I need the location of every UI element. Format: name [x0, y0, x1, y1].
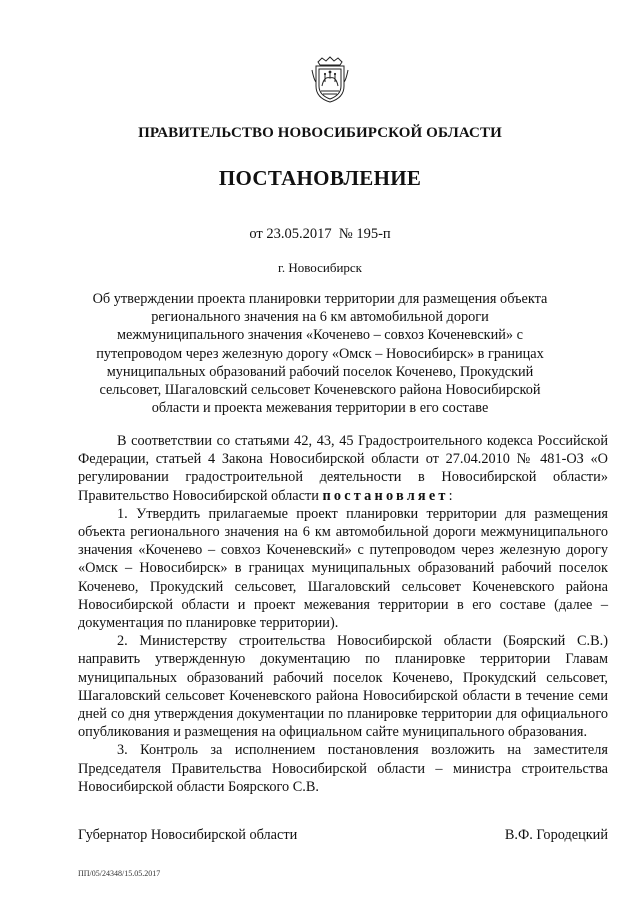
coat-of-arms-icon [310, 56, 350, 104]
signatory-role: Губернатор Новосибирской области [78, 827, 298, 843]
preamble-colon: : [448, 487, 453, 504]
date-number-line [0, 226, 640, 243]
document-date: от 23.05.2017 [249, 226, 332, 242]
document-subject: Об утверждении проекта планировки территории для размещения объекта регионального значения на 6 км автомобильной дороги межмуниципального значения «Коченево – совхоз Коченевский» с путепроводом через железную дорогу «Омск – Новосибирск» в границах муниципальных образований рабочий поселок Коченево, Прокудский сельсовет, Шагаловский сельсовет Коченевского района Новосибирской области и проекта межевания территории в его составе [92, 291, 548, 417]
preamble-text: В соответствии со статьями 42, 43, 45 Градостроительного кодекса Российской Федерации, статьей 4 Закона Новосибирской области от 27.04.2010 № 481-ОЗ «О регулировании градостроительной деятельности в Новосибирской области» Правительство Новосибирской области [78, 433, 608, 504]
item-1-paragraph: 1. Утвердить прилагаемые проект планировки территории для размещения объекта регионального значения на 6 км автомобильной дороги межмуниципального значения «Коченево – совхоз Коченевский» с путепроводом через железную дорогу «Омск – Новосибирск» в границах муниципальных образований рабочий поселок Коченево, Прокудский сельсовет, Шагаловский сельсовет Коченевского района Новосибирской области и проект межевания территории в его составе (далее – документация по планировке территории). [78, 505, 608, 632]
item-3-paragraph: 3. Контроль за исполнением постановления возложить на заместителя Председателя Правительства Новосибирской области – министра строительства Новосибирской области Боярского С.В. [78, 742, 608, 795]
document-code: ПП/05/24348/15.05.2017 [78, 869, 161, 878]
preamble-paragraph [78, 432, 608, 505]
signatory-name: В.Ф. Городецкий [504, 827, 608, 843]
item-2-paragraph: 2. Министерству строительства Новосибирской области (Боярский С.В.) направить утвержденную документацию по планировке территории Главам муниципальных образований рабочий поселок Коченево, Прокудский сельсовет, Шагаловский сельсовет Коченевского района Новосибирской области в течение семи дней со дня утверждения документации по планировке территории для официального опубликования и размещения на официальном сайте муниципального образования. [78, 633, 608, 741]
document-type: ПОСТАНОВЛЕНИЕ [218, 166, 422, 190]
document-body [78, 432, 608, 796]
resolves-word: постановляет [322, 487, 449, 504]
document-number: № 195-п [338, 226, 391, 242]
city-name: г. Новосибирск [277, 260, 362, 275]
organization-title: ПРАВИТЕЛЬСТВО НОВОСИБИРСКОЙ ОБЛАСТИ [138, 125, 502, 141]
